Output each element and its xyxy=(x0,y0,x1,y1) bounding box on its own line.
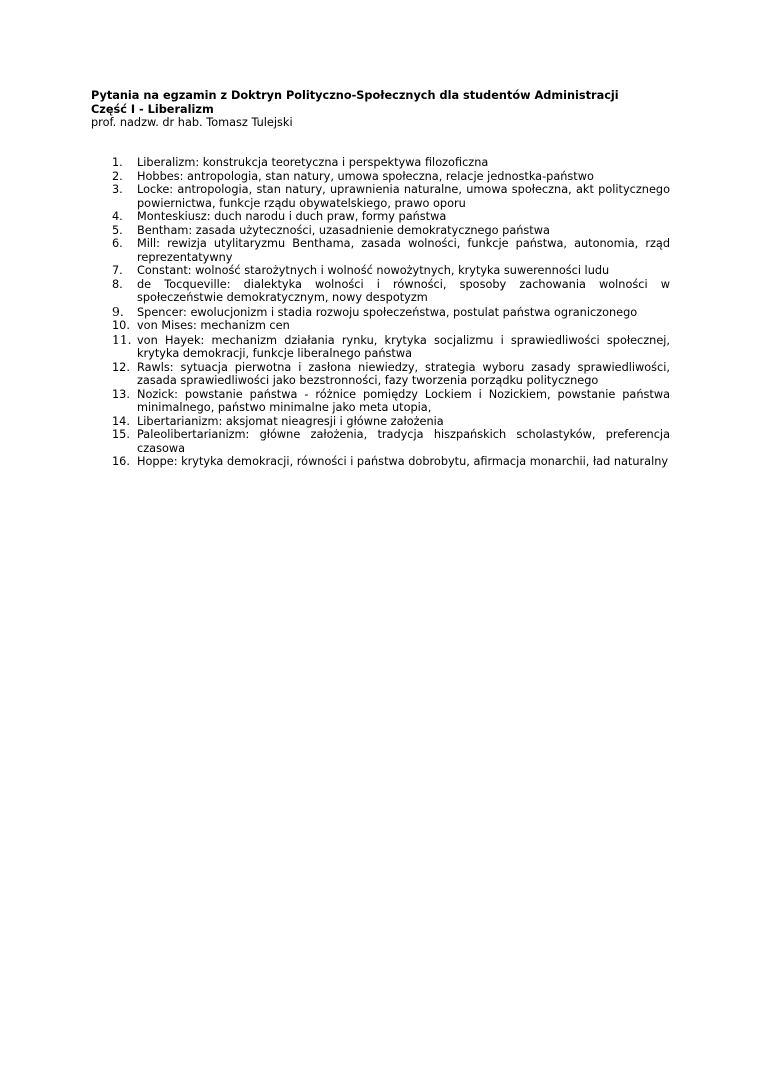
question-item xyxy=(112,306,670,320)
question-item xyxy=(112,224,670,238)
question-item xyxy=(112,210,670,224)
question-item xyxy=(112,361,670,388)
question-item xyxy=(112,455,670,469)
document-title: Pytania na egzamin z Doktryn Polityczno-Społecznych dla studentów Administracji xyxy=(91,89,619,102)
question-number: 8. xyxy=(112,277,123,291)
question-number: 7. xyxy=(112,264,123,277)
question-text: Bentham: zasada użyteczności, uzasadnienie demokratycznego państwa xyxy=(137,223,550,237)
question-text: Mill: rewizja utylitaryzmu Benthama, zasada wolności, funkcje państwa, autonomia, rząd reprezentatywny xyxy=(137,237,670,264)
question-list xyxy=(112,156,670,469)
question-number: 6. xyxy=(112,237,123,250)
question-number: 2. xyxy=(112,169,123,183)
document-part: Część I - Liberalizm xyxy=(91,102,214,116)
question-item xyxy=(112,415,670,429)
question-item xyxy=(112,237,670,264)
question-text: Nozick: powstanie państwa - różnice pomiędzy Lockiem i Nozickiem, powstanie państwa minimalnego, państwo minimalne jako meta utopia, xyxy=(137,387,670,414)
question-number: 11. xyxy=(112,332,132,347)
question-text: Libertarianizm: aksjomat nieagresji i główne założenia xyxy=(137,414,444,428)
question-number: 10. xyxy=(112,319,130,332)
question-number: 3. xyxy=(112,183,123,196)
question-text: Spencer: ewolucjonizm i stadia rozwoju społeczeństwa, postulat państwa ograniczonego xyxy=(137,305,638,319)
question-number: 15. xyxy=(112,428,130,441)
question-item xyxy=(112,278,670,305)
question-text: von Mises: mechanizm cen xyxy=(137,319,290,332)
question-item xyxy=(112,388,670,415)
question-number: 4. xyxy=(112,210,123,223)
question-item xyxy=(112,319,670,333)
question-text: Monteskiusz: duch narodu i duch praw, formy państwa xyxy=(137,210,447,223)
question-item xyxy=(112,428,670,455)
question-text: Locke: antropologia, stan natury, uprawnienia naturalne, umowa społeczna, akt politycznego powiernictwa, funkcje rządu obywatelskiego, prawo oporu xyxy=(137,183,670,210)
question-text: Constant: wolność starożytnych i wolność nowożytnych, krytyka suwerenności ludu xyxy=(137,264,610,277)
question-text: Paleolibertarianizm: główne założenia, tradycja hiszpańskich scholastyków, preferencja czasowa xyxy=(137,428,670,455)
question-item xyxy=(112,156,670,170)
document-header xyxy=(91,89,681,130)
question-number: 12. xyxy=(112,360,130,374)
question-item xyxy=(112,264,670,278)
question-text: Rawls: sytuacja pierwotna i zasłona niewiedzy, strategia wyboru zasady sprawiedliwości, zasada sprawiedliwości jako bezstronności, fazy tworzenia porządku politycznego xyxy=(137,360,670,387)
question-number: 16. xyxy=(112,455,130,468)
question-text: Hobbes: antropologia, stan natury, umowa społeczna, relacje jednostka-państwo xyxy=(137,169,594,183)
question-item xyxy=(112,170,670,184)
question-number: 9. xyxy=(112,304,124,319)
question-number: 5. xyxy=(112,223,123,237)
question-number: 1. xyxy=(112,156,123,169)
question-number: 14. xyxy=(112,414,130,428)
question-number: 13. xyxy=(112,387,130,401)
question-text: von Hayek: mechanizm działania rynku, krytyka socjalizmu i sprawiedliwości społecznej, krytyka demokracji, funkcje liberalnego państwa xyxy=(137,333,670,360)
question-text: de Tocqueville: dialektyka wolności i równości, sposoby zachowania wolności w społeczeństwie demokratycznym, nowy despotyzm xyxy=(137,277,670,304)
question-item xyxy=(112,183,670,210)
question-text: Liberalizm: konstrukcja teoretyczna i perspektywa filozoficzna xyxy=(137,156,489,169)
question-item xyxy=(112,334,670,361)
document-author: prof. nadzw. dr hab. Tomasz Tulejski xyxy=(91,116,293,129)
question-text: Hoppe: krytyka demokracji, równości i państwa dobrobytu, afirmacja monarchii, ład naturalny xyxy=(137,455,669,468)
